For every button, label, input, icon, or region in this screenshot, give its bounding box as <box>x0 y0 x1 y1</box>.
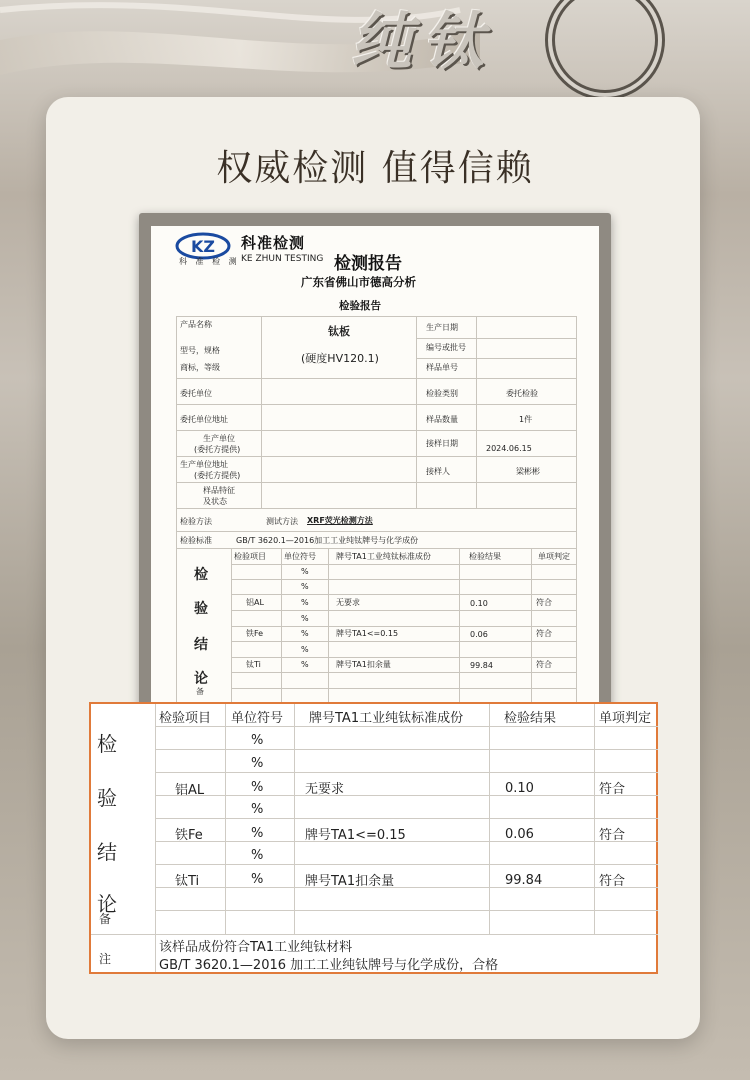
method-prefix: 测试方法 <box>266 517 298 526</box>
method-label: 检验方法 <box>180 517 212 526</box>
mini-cell: 铝AL <box>246 598 264 607</box>
table-cell-verdict: 符合 <box>599 782 626 797</box>
mini-cell: 牌号TA1扣余量 <box>336 660 391 669</box>
product-name: 钛板 <box>328 325 350 338</box>
mini-cell: % <box>301 567 309 576</box>
table-cell-std: 无要求 <box>305 782 345 797</box>
header-item: 检验项目 <box>159 711 212 726</box>
table-cell-unit: % <box>251 780 264 795</box>
model-value: (硬度HV120.1) <box>301 352 379 365</box>
side-char: 检 <box>97 732 117 756</box>
mini-cell: 0.10 <box>470 599 488 608</box>
conclusion-line-2: GB/T 3620.1—2016 加工工业纯钛牌号与化学成份，合格 <box>159 958 499 973</box>
mini-cell: 钛Ti <box>246 660 261 669</box>
side-char: 论 <box>97 892 117 916</box>
brand-name: 科准检测 <box>241 234 306 252</box>
model-label: 型号，规格 <box>180 346 220 355</box>
mini-cell: % <box>301 629 309 638</box>
batch-label: 编号或批号 <box>426 343 466 352</box>
mini-cell: % <box>301 645 309 654</box>
mini-cell: % <box>301 582 309 591</box>
mini-side-char: 论 <box>194 671 208 687</box>
mini-cell: 符合 <box>536 598 552 607</box>
table-cell-unit: % <box>251 733 264 748</box>
mini-side-char: 结 <box>194 637 208 653</box>
mini-cell: % <box>301 660 309 669</box>
mini-cell: 无要求 <box>336 598 360 607</box>
prod-date-label: 生产日期 <box>426 323 458 332</box>
table-cell-item: 钛Ti <box>175 874 200 889</box>
maker-addr-label-note: (委托方提供) <box>194 471 241 480</box>
table-cell-std: 牌号TA1扣余量 <box>305 874 395 889</box>
sample-no-label: 样品单号 <box>426 363 458 372</box>
trademark-label: 商标，等级 <box>180 363 220 372</box>
header-verdict: 单项判定 <box>599 711 652 726</box>
report-subtitle: 检验报告 <box>339 300 381 312</box>
report-title: 检测报告 <box>334 254 402 274</box>
client-addr-label: 委托单位地址 <box>180 415 228 424</box>
side-char: 验 <box>97 786 117 810</box>
check-type: 委托检验 <box>506 389 538 398</box>
sample-feat-label: 样品特征 <box>203 486 235 495</box>
product-name-label: 产品名称 <box>180 320 212 329</box>
mini-cell: % <box>301 598 309 607</box>
method-value: XRF荧光检测方法 <box>307 516 373 525</box>
report-paper <box>151 226 599 713</box>
results-zoom-panel <box>89 702 658 974</box>
mini-side-char: 验 <box>194 601 208 617</box>
table-cell-unit: % <box>251 872 264 887</box>
mini-cell: % <box>301 614 309 623</box>
receiver: 梁彬彬 <box>516 467 540 476</box>
receiver-label: 接样人 <box>426 467 450 476</box>
table-cell-item: 铝AL <box>175 783 205 798</box>
mini-header-result: 检验结果 <box>469 552 501 561</box>
header-std: 牌号TA1工业纯钛标准成份 <box>309 711 464 726</box>
mini-header-verdict: 单项判定 <box>538 552 570 561</box>
logo-subtitle: 科 准 检 测 <box>179 257 240 266</box>
mini-header-unit: 单位符号 <box>284 552 316 561</box>
conclusion-line-1: 该样品成份符合TA1工业纯钛材料 <box>159 940 353 955</box>
table-cell-verdict: 符合 <box>599 874 626 889</box>
svg-text:KZ: KZ <box>191 237 215 256</box>
recv-date: 2024.06.15 <box>486 444 532 453</box>
table-cell-verdict: 符合 <box>599 828 626 843</box>
standard-label: 检验标准 <box>180 536 212 545</box>
side-char: 结 <box>97 840 117 864</box>
brand-english: KE ZHUN TESTING <box>241 254 324 264</box>
table-cell-result: 99.84 <box>505 873 543 888</box>
table-cell-unit: % <box>251 756 264 771</box>
table-cell-unit: % <box>251 802 264 817</box>
table-cell-result: 0.10 <box>505 781 534 796</box>
table-cell-unit: % <box>251 826 264 841</box>
page-headline: 权威检测 值得信赖 <box>216 148 534 189</box>
table-cell-result: 0.06 <box>505 827 534 842</box>
table-cell-unit: % <box>251 848 264 863</box>
recv-date-label: 接样日期 <box>426 439 458 448</box>
table-cell-item: 铁Fe <box>175 828 203 843</box>
mini-cell: 符合 <box>536 660 552 669</box>
note-char: 备 <box>99 912 112 926</box>
client-label: 委托单位 <box>180 389 212 398</box>
mini-note-char: 备 <box>196 687 204 696</box>
sample-feat-label-2: 及状态 <box>203 497 227 506</box>
maker-label-note: (委托方提供) <box>194 445 241 454</box>
mini-cell: 铁Fe <box>246 629 264 638</box>
note-char: 注 <box>99 952 112 966</box>
mini-side-char: 检 <box>194 567 208 583</box>
table-cell-std: 牌号TA1<=0.15 <box>305 828 406 843</box>
mini-cell: 99.84 <box>470 661 493 670</box>
banner-lettering: 纯钛 <box>350 5 495 78</box>
institute-name: 广东省佛山市德高分析 <box>301 275 416 289</box>
maker-addr-label: 生产单位地址 <box>180 460 228 469</box>
header-unit: 单位符号 <box>231 711 284 726</box>
mini-cell: 0.06 <box>470 630 488 639</box>
sample-qty-label: 样品数量 <box>426 415 458 424</box>
mini-cell: 牌号TA1<=0.15 <box>336 629 399 638</box>
check-type-label: 检验类别 <box>426 389 458 398</box>
header-result: 检验结果 <box>504 711 557 726</box>
mini-header-std: 牌号TA1工业纯钛标准成份 <box>336 552 431 561</box>
mini-cell: 符合 <box>536 629 552 638</box>
sample-qty: 1件 <box>519 415 533 424</box>
mini-header-item: 检验项目 <box>234 552 266 561</box>
standard-value: GB/T 3620.1—2016加工工业纯钛牌号与化学成份 <box>236 536 419 545</box>
maker-label: 生产单位 <box>203 434 235 443</box>
